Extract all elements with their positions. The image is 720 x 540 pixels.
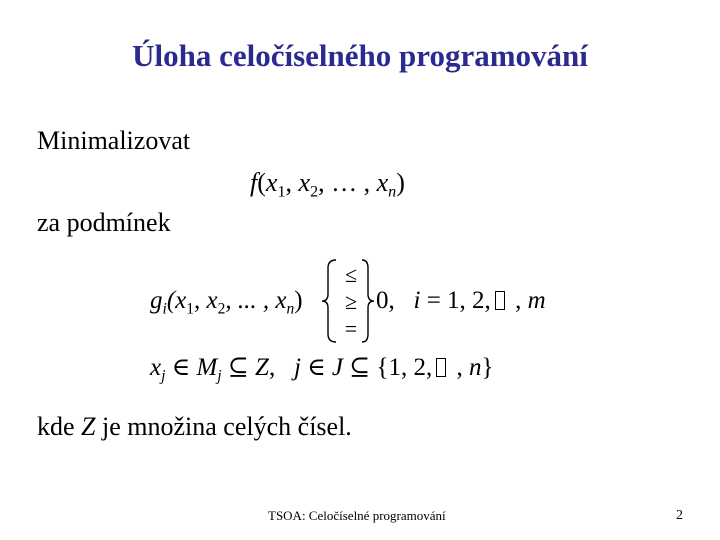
objective-comma1: , bbox=[285, 168, 299, 197]
missing-glyph-icon bbox=[495, 291, 505, 310]
domain-x-sub: j bbox=[161, 367, 166, 385]
objective-xn: x bbox=[376, 168, 389, 197]
domain-in: ∈ bbox=[165, 354, 197, 381]
constraint-rhs bbox=[376, 287, 546, 315]
objective-f: f bbox=[250, 168, 258, 197]
domain-j: j bbox=[293, 354, 301, 381]
constraint-arg2: , x bbox=[193, 287, 218, 314]
domain-set-close: } bbox=[481, 354, 494, 381]
conclusion-prefix: kde bbox=[37, 412, 82, 441]
relation-le: ≤ bbox=[344, 262, 358, 287]
objective-subn: n bbox=[388, 183, 397, 201]
objective-dots: , … , bbox=[318, 168, 377, 197]
right-brace-icon bbox=[360, 258, 376, 344]
constraint-g-sub: i bbox=[162, 300, 167, 318]
constraint-g: g bbox=[150, 287, 163, 314]
domain-n: n bbox=[468, 354, 482, 381]
constraint-arg3: , ... , x bbox=[225, 287, 287, 314]
constraints-label: za podmínek bbox=[37, 208, 171, 237]
slide-title: Úloha celočíselného programování bbox=[132, 38, 588, 73]
conclusion-suffix: je množina celých čísel. bbox=[95, 412, 352, 441]
constraint-arg3-sub: n bbox=[286, 300, 295, 318]
constraint-arg1-sub: 1 bbox=[186, 300, 194, 318]
constraint-args-close: ) bbox=[294, 287, 303, 314]
objective-x2: x bbox=[298, 168, 311, 197]
constraint-args: (x bbox=[166, 287, 187, 314]
objective-open: ( bbox=[257, 168, 266, 197]
constraint-index: i bbox=[413, 287, 421, 314]
constraint-index-values: = 1, 2, bbox=[420, 287, 491, 314]
constraint-domain bbox=[150, 352, 493, 385]
domain-M: M bbox=[196, 354, 218, 381]
domain-set-tail: , bbox=[450, 354, 469, 381]
domain-sep: , bbox=[268, 354, 276, 381]
domain-subset2: ⊆ bbox=[343, 354, 377, 381]
relation-ge: ≥ bbox=[344, 289, 358, 314]
conclusion bbox=[37, 412, 352, 442]
page-number: 2 bbox=[676, 508, 683, 523]
domain-J: J bbox=[331, 354, 344, 381]
objective-sub2: 2 bbox=[310, 183, 319, 201]
conclusion-Z: Z bbox=[81, 412, 96, 441]
footer-text: TSOA: Celočíselné programování bbox=[268, 508, 446, 523]
missing-glyph-icon bbox=[436, 358, 446, 377]
objective-close: ) bbox=[396, 168, 405, 197]
constraint-index-tail: , bbox=[508, 287, 528, 314]
domain-in2: ∈ bbox=[300, 354, 332, 381]
objective-x1: x bbox=[265, 168, 278, 197]
minimize-label: Minimalizovat bbox=[37, 126, 191, 155]
constraint-m: m bbox=[527, 287, 546, 314]
left-brace-icon bbox=[318, 258, 340, 344]
relation-eq: = bbox=[344, 316, 358, 341]
domain-set-open: {1, 2, bbox=[376, 354, 433, 381]
domain-x: x bbox=[150, 354, 162, 381]
objective-sub1: 1 bbox=[277, 183, 286, 201]
objective-function bbox=[250, 168, 405, 202]
constraint-rhs-value: 0, bbox=[376, 287, 395, 314]
constraint-arg2-sub: 2 bbox=[217, 300, 226, 318]
domain-subset: ⊆ bbox=[221, 354, 256, 381]
domain-M-sub: j bbox=[217, 367, 222, 385]
constraint-lhs bbox=[150, 287, 303, 318]
domain-Z: Z bbox=[255, 354, 269, 381]
